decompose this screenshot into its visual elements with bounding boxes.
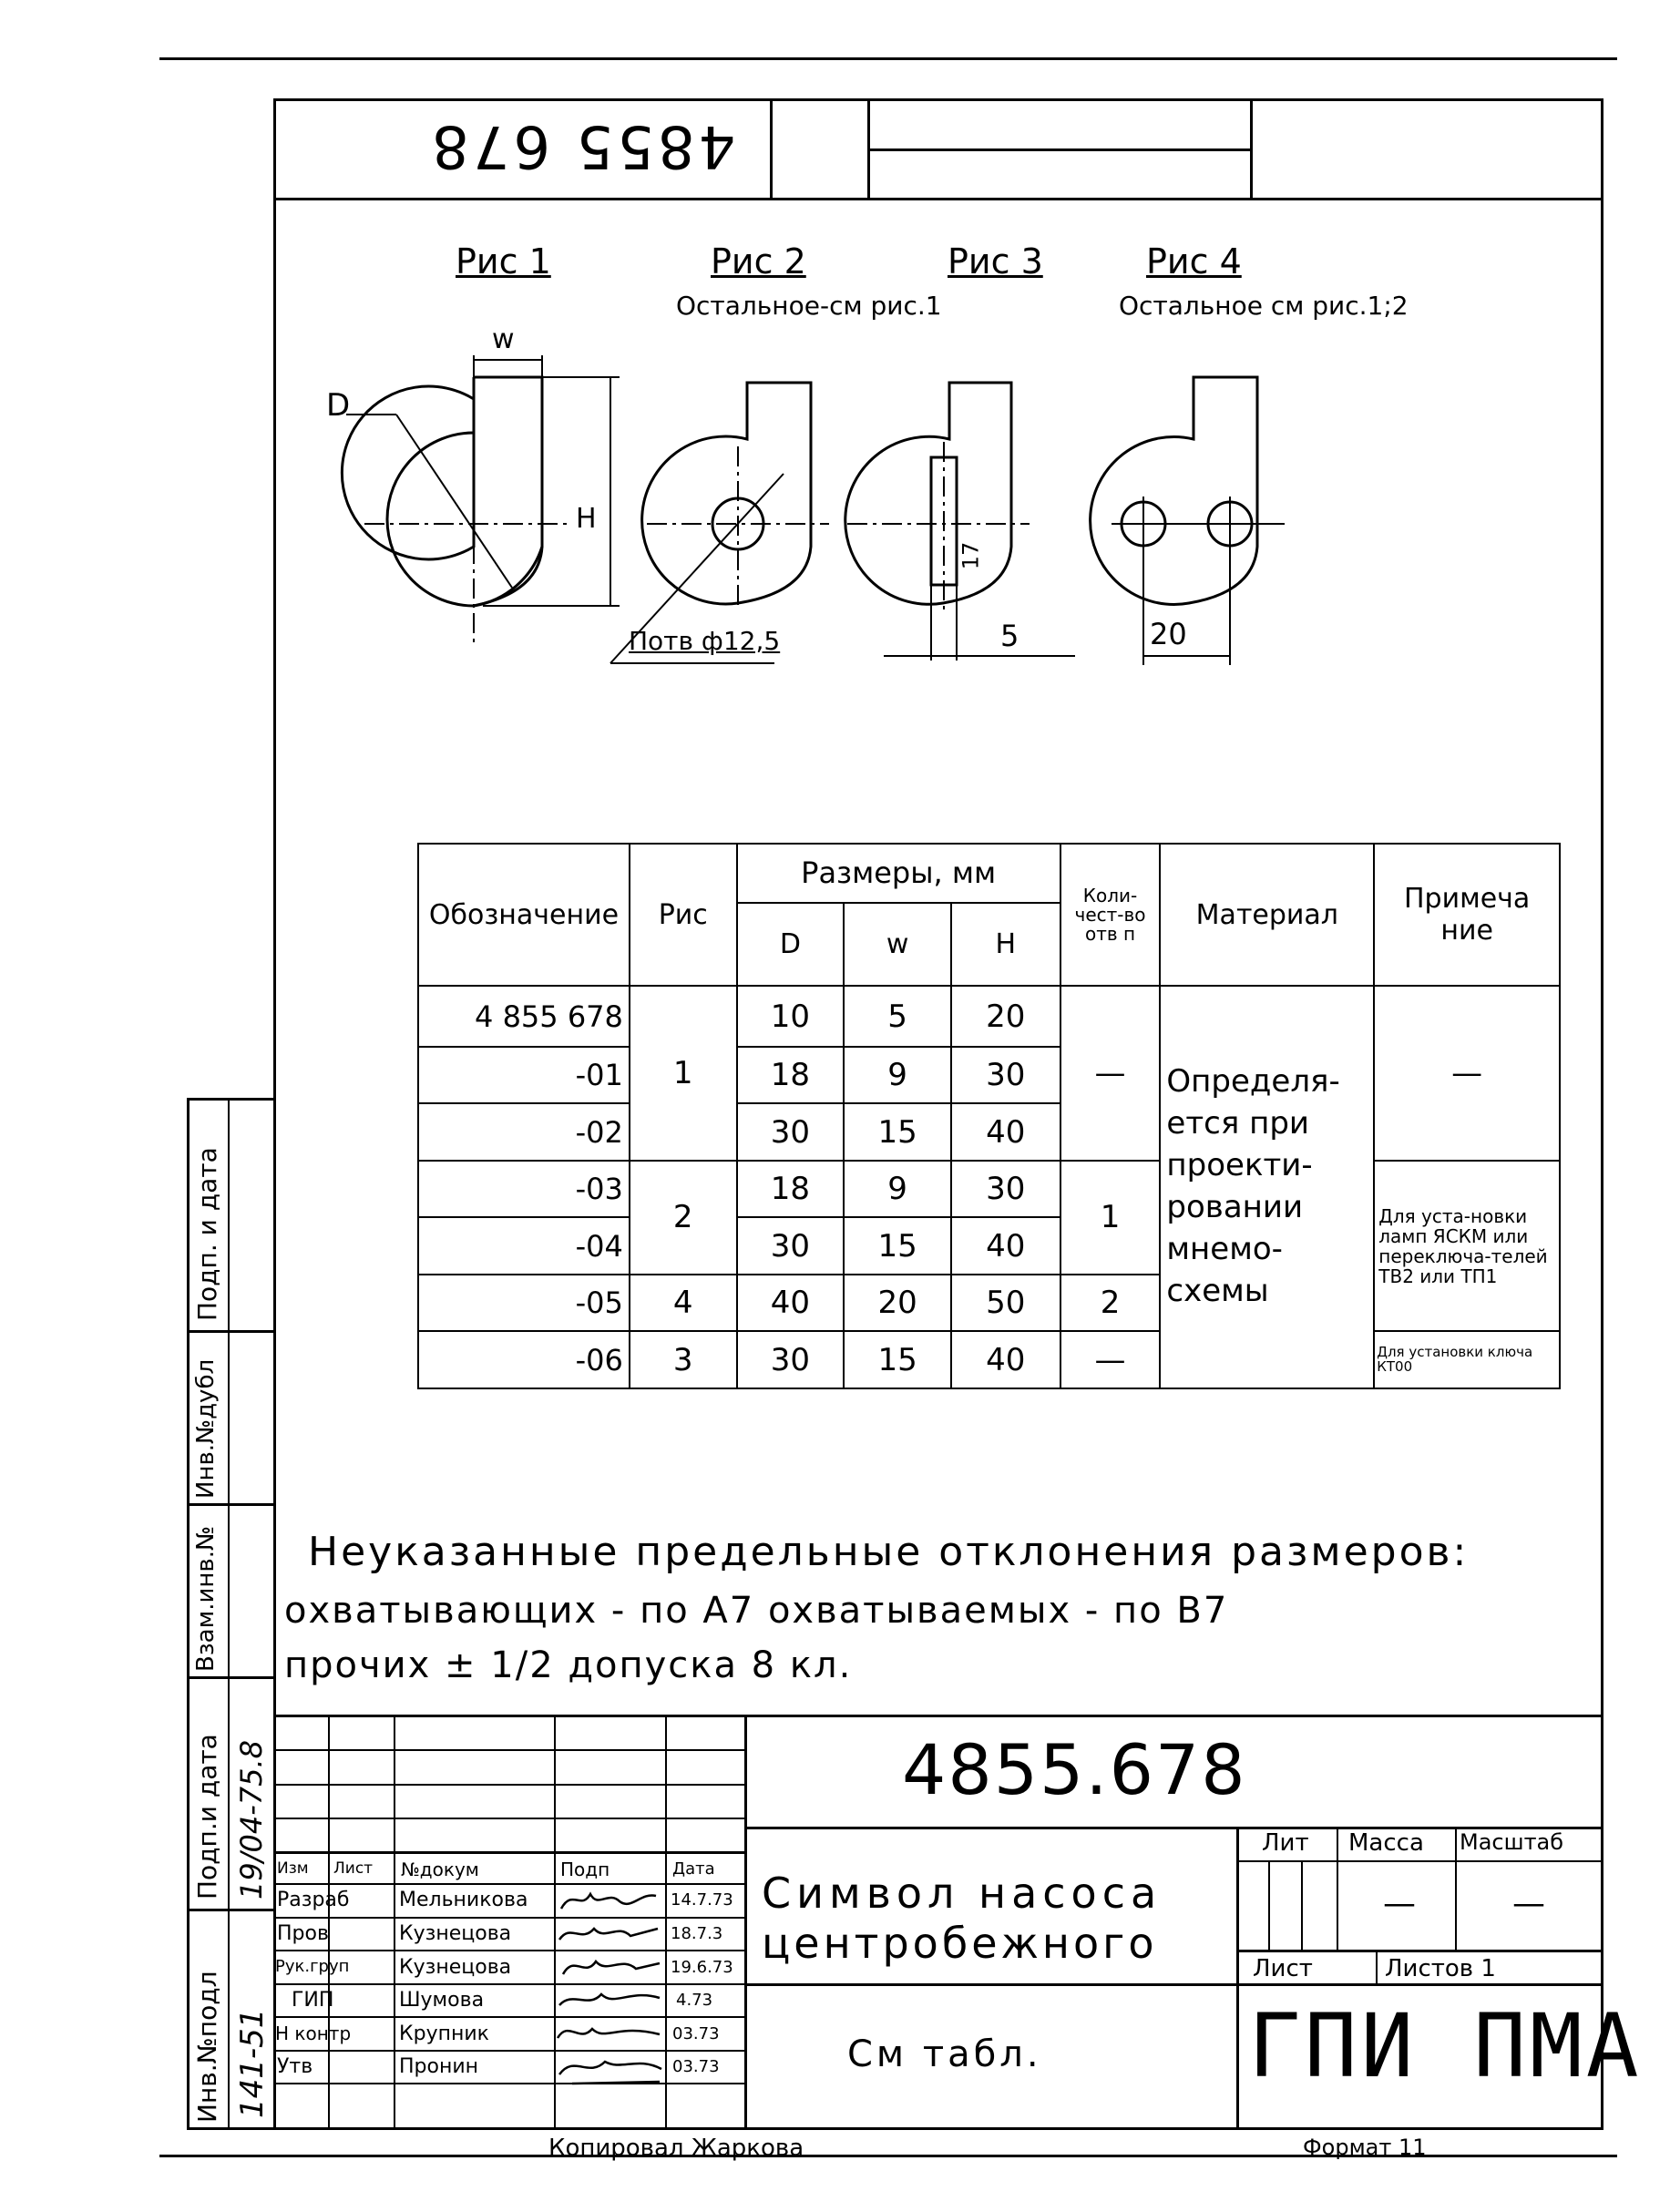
row-2-H: 40 bbox=[951, 1103, 1060, 1161]
tb-h9 bbox=[273, 2016, 744, 2018]
row-0-w: 5 bbox=[844, 986, 951, 1047]
tb-right-h3 bbox=[1236, 1860, 1603, 1862]
signer-4-name: Крупник bbox=[399, 2023, 489, 2045]
signer-0-name: Мельникова bbox=[399, 1889, 528, 1911]
header-divider-4 bbox=[1250, 98, 1253, 200]
strip-h3 bbox=[187, 1676, 273, 1679]
row-5-designation: -05 bbox=[418, 1275, 630, 1332]
th-material: Материал bbox=[1160, 844, 1374, 986]
doc-number: 4855.678 bbox=[902, 1729, 1247, 1810]
fig3-label-17: 17 bbox=[958, 541, 984, 570]
signer-1-name: Кузнецова bbox=[399, 1922, 512, 1945]
tb-h1 bbox=[273, 1749, 744, 1751]
qty-group-4: — bbox=[1060, 1331, 1161, 1388]
format-label: Формат 11 bbox=[1303, 2135, 1427, 2160]
fig2-label-hole: Потв ф12,5 bbox=[629, 626, 781, 656]
header-divider-3 bbox=[867, 148, 1250, 151]
signer-5-date: 03.73 bbox=[672, 2057, 720, 2076]
strip-h5 bbox=[187, 2127, 273, 2130]
signer-3-name: Шумова bbox=[399, 1989, 485, 2012]
side-strip bbox=[187, 1098, 273, 2130]
strip-date-value: 19/04-75.8 bbox=[234, 1739, 269, 1900]
note-group-3: Для установки ключа КТ00 bbox=[1374, 1331, 1560, 1388]
tb-h2 bbox=[273, 1784, 744, 1786]
strip-v1 bbox=[187, 1098, 190, 2130]
sizes-table bbox=[417, 843, 1561, 1389]
fig-group-4: 3 bbox=[630, 1331, 737, 1388]
tb-col-date: Дата bbox=[672, 1859, 715, 1879]
note-line-2: охватывающих - по А7 охватываемых - по В7 bbox=[284, 1590, 1229, 1632]
tb-right-h4 bbox=[1236, 1950, 1603, 1952]
tb-right-v6 bbox=[1376, 1950, 1378, 1983]
qty-group-2: 1 bbox=[1060, 1161, 1161, 1275]
signer-0-date: 14.7.73 bbox=[671, 1890, 733, 1910]
tb-col-list: Лист bbox=[333, 1859, 374, 1878]
fig1-label-D: D bbox=[326, 387, 351, 424]
fig1-drawing bbox=[342, 355, 620, 642]
top-rule bbox=[159, 57, 1617, 60]
fig-group-1: 1 bbox=[630, 986, 737, 1161]
row-6-D: 30 bbox=[737, 1331, 845, 1388]
th-note: Примеча ние bbox=[1374, 844, 1560, 986]
th-w: w bbox=[844, 903, 951, 987]
fig4-title: Рис 4 bbox=[1146, 241, 1242, 282]
signer-4-date: 03.73 bbox=[672, 2024, 720, 2043]
note-group-2: Для уста-новки ламп ЯСКМ или переключа-телей ТВ2 или ТП1 bbox=[1374, 1161, 1560, 1332]
row-0-designation: 4 855 678 bbox=[418, 986, 630, 1047]
strip-label-inv: Инв.№подл bbox=[192, 1971, 222, 2123]
row-4-H: 40 bbox=[951, 1217, 1060, 1275]
material-cell: Определя-ется при проекти-ровании мнемо-схемы bbox=[1160, 986, 1374, 1388]
mass-value: — bbox=[1383, 1885, 1416, 1922]
row-4-w: 15 bbox=[844, 1217, 951, 1275]
row-6-w: 15 bbox=[844, 1331, 951, 1388]
row-2-w: 15 bbox=[844, 1103, 951, 1161]
strip-label-dubl: Инв.№дубл bbox=[192, 1358, 220, 1499]
tb-h8 bbox=[273, 1983, 744, 1985]
tb-h5 bbox=[273, 1883, 744, 1885]
strip-v2 bbox=[228, 1098, 230, 2130]
strip-label-vzam: Взам.инв.№ bbox=[192, 1526, 220, 1672]
tb-h4 bbox=[273, 1851, 744, 1854]
header-divider-1 bbox=[770, 98, 773, 200]
tb-h6 bbox=[273, 1917, 744, 1919]
signatures bbox=[554, 1883, 665, 2130]
th-fig: Рис bbox=[630, 844, 737, 986]
fig1-label-w: w bbox=[492, 323, 515, 355]
note-line-1: Неуказанные предельные отклонения размеров: bbox=[308, 1529, 1470, 1575]
tb-right-h2 bbox=[744, 1983, 1236, 1986]
th-qty: Коли-чест-во отв п bbox=[1060, 844, 1161, 986]
th-D: D bbox=[737, 903, 845, 987]
strip-h0 bbox=[187, 1098, 273, 1101]
row-5-H: 50 bbox=[951, 1275, 1060, 1332]
fig4-subtitle: Остальное см рис.1;2 bbox=[1119, 291, 1409, 321]
row-3-D: 18 bbox=[737, 1161, 845, 1218]
signer-0-role: Разраб bbox=[277, 1889, 350, 1911]
tb-right-v2 bbox=[1337, 1827, 1338, 1950]
tb-right-v1 bbox=[1236, 1827, 1239, 2130]
tb-right-v5 bbox=[1301, 1860, 1303, 1950]
signer-3-date: 4.73 bbox=[676, 1991, 713, 2010]
row-0-H: 20 bbox=[951, 986, 1060, 1047]
tb-right-v4 bbox=[1268, 1860, 1270, 1950]
tb-h11 bbox=[273, 2083, 744, 2084]
row-3-H: 30 bbox=[951, 1161, 1060, 1218]
tb-col-doc: №докум bbox=[401, 1859, 479, 1880]
fig2-subtitle: Остальное-см рис.1 bbox=[676, 291, 942, 321]
qty-group-3: 2 bbox=[1060, 1275, 1161, 1332]
fig4-drawing bbox=[1091, 377, 1285, 665]
row-5-D: 40 bbox=[737, 1275, 845, 1332]
note-group-1: — bbox=[1374, 986, 1560, 1161]
signer-4-role: Н контр bbox=[275, 2023, 352, 2044]
row-2-D: 30 bbox=[737, 1103, 845, 1161]
tb-h10 bbox=[273, 2050, 744, 2052]
fig-group-2: 2 bbox=[630, 1161, 737, 1275]
scale-label: Масштаб bbox=[1460, 1829, 1564, 1855]
strip-h4 bbox=[187, 1909, 273, 1911]
row-5-w: 20 bbox=[844, 1275, 951, 1332]
qty-group-1: — bbox=[1060, 986, 1161, 1161]
strip-h1 bbox=[187, 1330, 273, 1333]
fig4-label-20: 20 bbox=[1150, 617, 1187, 651]
signer-5-name: Пронин bbox=[399, 2055, 479, 2078]
fig3-title: Рис 3 bbox=[948, 241, 1043, 282]
sheets-label: Листов 1 bbox=[1385, 1955, 1496, 1982]
copied-by: Копировал Жаркова bbox=[548, 2135, 804, 2162]
doc-title-line-2: центробежного bbox=[762, 1919, 1158, 1968]
row-0-D: 10 bbox=[737, 986, 845, 1047]
tb-sep-main bbox=[744, 1715, 747, 2130]
tb-right-v3 bbox=[1455, 1827, 1457, 1950]
fig2-drawing bbox=[610, 383, 829, 663]
signer-2-date: 19.6.73 bbox=[671, 1958, 733, 1977]
th-H: H bbox=[951, 903, 1060, 987]
row-1-D: 18 bbox=[737, 1047, 845, 1104]
tb-h3 bbox=[273, 1818, 744, 1819]
signer-3-role: ГИП bbox=[292, 1989, 334, 2012]
mass-label: Масса bbox=[1348, 1829, 1424, 1857]
row-3-w: 9 bbox=[844, 1161, 951, 1218]
signer-2-name: Кузнецова bbox=[399, 1956, 512, 1979]
figure-drawings bbox=[301, 319, 1576, 683]
signer-5-role: Утв bbox=[277, 2055, 313, 2078]
note-line-3: прочих ± 1/2 допуска 8 кл. bbox=[284, 1644, 853, 1686]
doc-title-line-1: Символ насоса bbox=[762, 1869, 1163, 1918]
fig3-label-5: 5 bbox=[1000, 619, 1019, 653]
fig2-title: Рис 2 bbox=[711, 241, 806, 282]
tb-v2 bbox=[394, 1715, 395, 2130]
th-sizes: Размеры, мм bbox=[737, 844, 1060, 903]
strip-label-signdate: Подп.и дата bbox=[192, 1734, 222, 1900]
row-2-designation: -02 bbox=[418, 1103, 630, 1161]
tb-v4 bbox=[665, 1715, 667, 2130]
signer-1-date: 18.7.3 bbox=[671, 1924, 723, 1943]
fig1-label-H: H bbox=[576, 503, 597, 535]
org-name: ГПИ ПМА bbox=[1248, 1995, 1643, 2097]
row-1-w: 9 bbox=[844, 1047, 951, 1104]
signer-1-role: Пров bbox=[277, 1922, 329, 1945]
strip-label-signdate-top: Подп. и дата bbox=[192, 1147, 222, 1321]
row-6-H: 40 bbox=[951, 1331, 1060, 1388]
row-3-designation: -03 bbox=[418, 1161, 630, 1218]
strip-h2 bbox=[187, 1503, 273, 1506]
fig-group-3: 4 bbox=[630, 1275, 737, 1332]
fig1-title: Рис 1 bbox=[456, 241, 551, 282]
row-4-D: 30 bbox=[737, 1217, 845, 1275]
row-1-H: 30 bbox=[951, 1047, 1060, 1104]
scale-value: — bbox=[1512, 1885, 1545, 1922]
tb-right-h5 bbox=[1236, 1983, 1603, 1986]
signer-2-role: Рук.груп bbox=[275, 1957, 350, 1976]
tb-col-izm: Изм bbox=[277, 1859, 309, 1878]
row-4-designation: -04 bbox=[418, 1217, 630, 1275]
th-designation: Обозначение bbox=[418, 844, 630, 986]
row-6-designation: -06 bbox=[418, 1331, 630, 1388]
doc-material: См табл. bbox=[847, 2033, 1042, 2075]
tb-h7 bbox=[273, 1950, 744, 1951]
row-1-designation: -01 bbox=[418, 1047, 630, 1104]
tb-top bbox=[273, 1715, 1603, 1717]
header-code-upside-down: 4855 678 bbox=[428, 112, 736, 179]
lit-label: Лит bbox=[1262, 1829, 1309, 1857]
strip-inv-value: 141-51 bbox=[234, 2008, 271, 2118]
fig3-drawing bbox=[845, 383, 1075, 661]
sheet-label: Лист bbox=[1253, 1955, 1313, 1982]
tb-col-sign: Подп bbox=[560, 1859, 610, 1880]
